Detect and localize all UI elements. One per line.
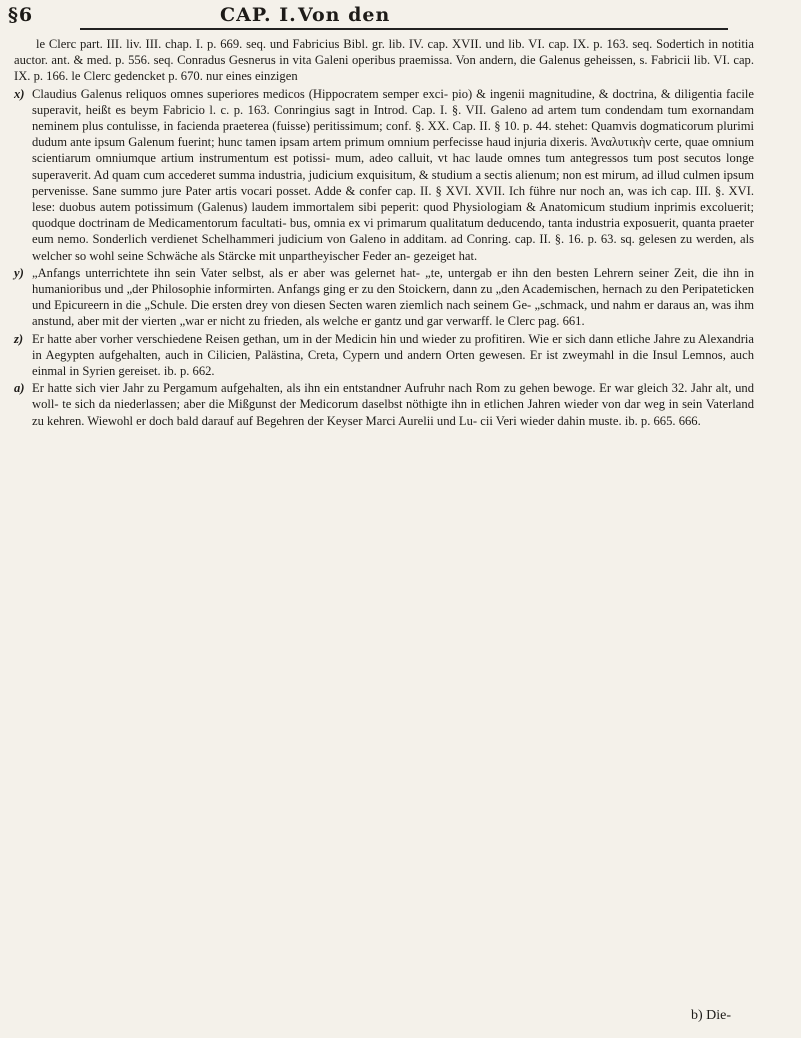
footnote-text: „Anfangs unterrichtete ihn sein Vater selbst, als er aber was gelernet hat- „te, untergab er ihn den besten Lehrern seiner Zeit, die ihn in humanioribus und „der Philosophie informirten. Anfangs ging er zu den Stoickern, dann zu „den Academischen, hernach zu den Peripateticken und Epicureern in die „Schule. Die ersten drey von diesen Secten waren ziemlich nach seinem Ge- „schmack, und nahm er daraus an, was ihm anstund, aber mit der vierten „war er nicht zu frieden, als welche er gantz und gar verwarff. le Clerc pag. 661.	[32, 265, 754, 329]
page-header	[8, 4, 648, 30]
catchword: b) Die-	[690, 1008, 731, 1023]
page-number: §6	[8, 4, 34, 26]
footnote-text: Er hatte sich vier Jahr zu Pergamum aufgehalten, als ihn ein entstandner Aufruhr nach Rom zu gehen bewoge. Er war gleich 32. Jahr alt, und woll- te sich da niederlassen; aber die Mißgunst der Medicorum daselbst nöthigte ihn in etlichen Jahren wieder von dar weg in sein Vaterland zu kehren. Wiewohl er doch bald darauf auf Begehren der Keyser Marci Aurelii und Lu- cii Veri wieder dahin muste. ib. p. 665. 666.	[32, 381, 754, 428]
footnote-marker: z)	[14, 331, 24, 346]
footnote-text: Claudius Galenus reliquos omnes superiores medicos (Hippocratem semper exci- pio) & ingenii magnitudine, & doctrina, & diligentia facile superavit, heißt es beym Fabricio l. c. p. 163. Conringius sagt in Introd. Cap. I. §. VII. Galeno ad artem tum condendam tum exornandam neminem plus contulisse, in facienda praeterea (fuisse) peritissimum; conf. §. XX. Cap. II. § 10. p. 44. stehet: Quamvis dogmaticorum plurimi dudum ante ipsum Galenum fuerint; hunc tamen ipsam artem primum omnium perfecisse haud injuria dixeris. Ἀναλυτικὴν certe, quae omnium scientiarum omniumque artium instrumentum est potissi- mum, adeo calluit, vt hac laude omnes tum antegressos tum post secutos longe superaverit. Ad quam cum accederet summa industria, judicium exquisitum, & studium a sectis alienum; non est mirum, ad illud culmen ipsum pervenisse. Sane summo jure Pater artis vocari posset. Adde & confer cap. II. § XVI. XVII. Ich führe nur noch an, was ich cap. III. §. XVI. lese: duobus autem potissimum (Galenus) laudem immortalem sibi peperit: quod Physiologiam & Anatomicum studium inprimis excoluerit; quodque doctrinam de Medicamentorum facultati- bus, omnia ex vi primarum qualitatum deducendo, tanta industria exposuerit, quanta praeter eum nemo. Sonderlich verdienet Schelhammeri judicium von Galeno in additam. ad Conring. cap. II. §. 16. p. 63. sq. gelesen zu werden, als welcher so wohl seine Schwäche als Stärcke mit unpartheyischer Feder an- gezeiget hat.	[32, 86, 754, 263]
chapter-heading: CAP. I.	[220, 4, 297, 26]
footnotes-body	[14, 36, 754, 430]
footnote-x	[14, 86, 754, 264]
running-head: Von den	[298, 4, 391, 26]
footnote-marker: y)	[14, 265, 24, 280]
footnote-a	[14, 380, 754, 429]
footnote-marker: a)	[14, 381, 25, 396]
header-divider	[80, 28, 728, 30]
footnote-marker: x)	[14, 86, 25, 101]
footnote-continuation: le Clerc part. III. liv. III. chap. I. p. 669. seq. und Fabricius Bibl. gr. lib. IV. cap. XVII. und lib. VI. cap. IX. p. 163. seq. Sodertich in notitia auctor. ant. & med. p. 556. seq. Conradus Gesnerus in vita Galeni operibus praemissa. Von andern, die Galenus geheissen, s. Fabricii lib. VI. cap. IX. p. 166. le Clerc gedencket p. 670. nur eines einzigen	[14, 37, 754, 84]
footnote-y	[14, 265, 754, 330]
footnote-z	[14, 331, 754, 380]
footnote-text: Er hatte aber vorher verschiedene Reisen gethan, um in der Medicin hin und wieder zu profitiren. Wie er sich dann etliche Jahre zu Alexandria in Aegypten aufgehalten, auch in Cilicien, Palästina, Creta, Cypern und andern Orten gewesen. Er ist zweymahl in die Insul Lemnos, auch einmal in Syrien gereiset. ib. p. 662.	[32, 331, 754, 379]
